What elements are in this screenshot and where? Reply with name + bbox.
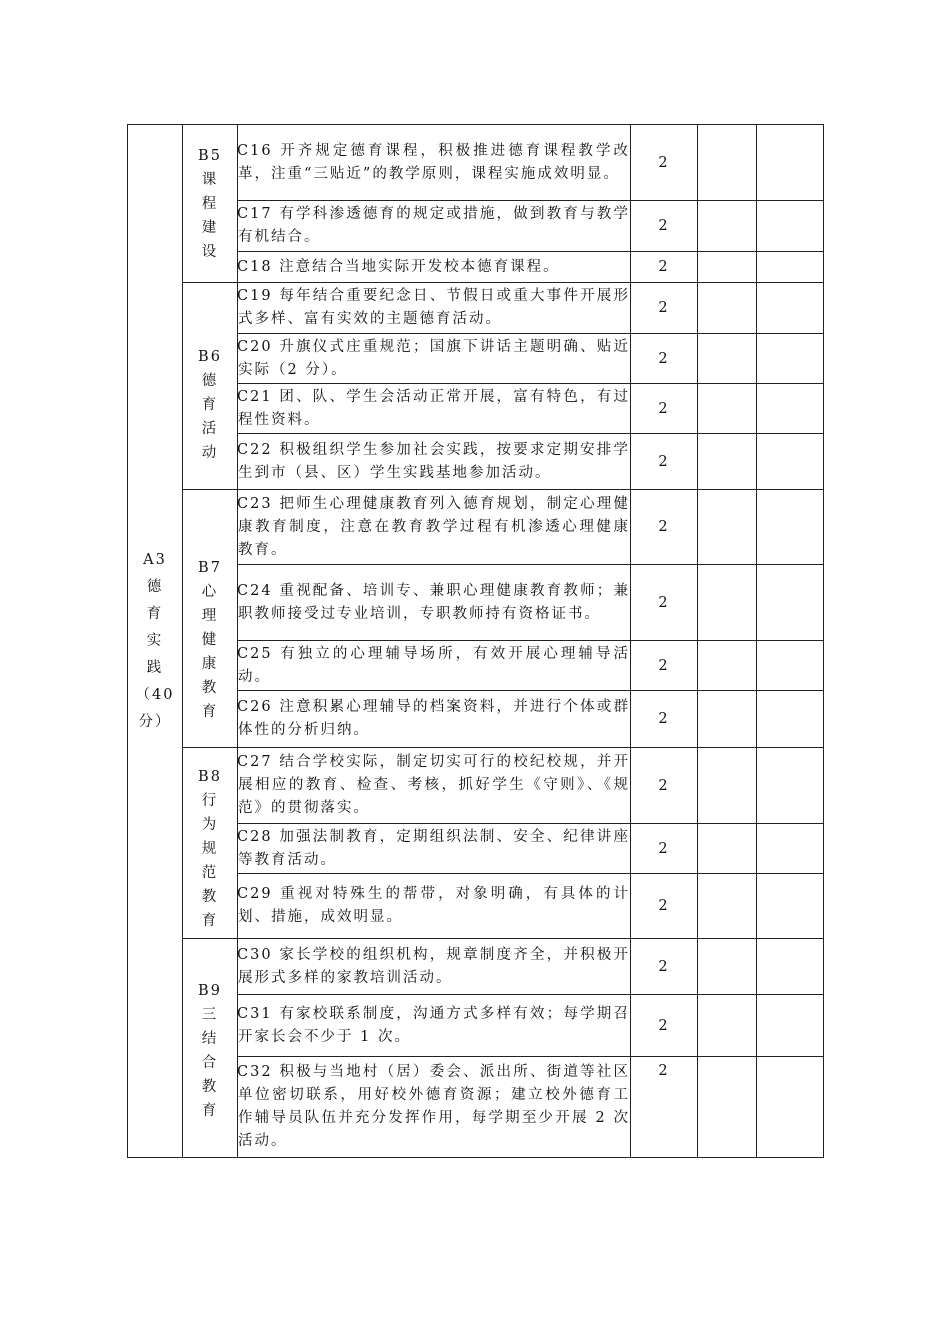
blank-cell <box>757 748 824 824</box>
category-points: （40 <box>135 686 175 703</box>
criterion-text: C16 开齐规定德育课程，积极推进德育课程教学改革，注重“三贴近”的教学原则，课程实施成效明显。 <box>237 142 630 182</box>
score-cell: 2 <box>631 283 698 334</box>
criterion-text: C27 结合学校实际，制定切实可行的校纪校规，并开展相应的教育、检查、考核，抓好学生《守则》、《规范》的贯彻落实。 <box>237 754 630 816</box>
blank-cell <box>698 995 757 1057</box>
criterion-text: C18 注意结合当地实际开发校本德育课程。 <box>237 258 560 275</box>
blank-cell <box>698 641 757 691</box>
score-cell: 2 <box>631 1057 698 1158</box>
criterion-cell <box>238 490 631 565</box>
table-row <box>128 939 824 995</box>
section-char: 教 <box>201 679 219 696</box>
section-b8-cell <box>183 748 238 939</box>
criterion-text: C24 重视配备、培训专、兼职心理健康教育教师；兼职教师接受过专业培训，专职教师持有资格证书。 <box>237 582 630 622</box>
criterion-cell <box>238 283 631 334</box>
blank-cell <box>698 1057 757 1158</box>
criterion-text: C31 有家校联系制度，沟通方式多样有效；每学期召开家长会不少于 1 次。 <box>237 1005 630 1045</box>
category-char: 践 <box>146 659 164 676</box>
criterion-cell <box>238 565 631 641</box>
criterion-text: C20 升旗仪式庄重规范；国旗下讲话主题明确、贴近实际（2 分）。 <box>237 338 630 378</box>
blank-cell <box>757 490 824 565</box>
score-cell: 2 <box>631 201 698 252</box>
criterion-text: C21 团、队、学生会活动正常开展，富有特色，有过程性资料。 <box>237 388 630 428</box>
blank-cell <box>757 283 824 334</box>
criterion-cell <box>238 641 631 691</box>
category-char: 德 <box>146 578 164 595</box>
blank-cell <box>698 252 757 283</box>
criterion-text: C28 加强法制教育，定期组织法制、安全、纪律讲座等教育活动。 <box>237 828 630 868</box>
criterion-text: C19 每年结合重要纪念日、节假日或重大事件开展形式多样、富有实效的主题德育活动。 <box>237 288 630 327</box>
score-cell: 2 <box>631 939 698 995</box>
blank-cell <box>698 565 757 641</box>
section-b5-cell <box>183 125 238 283</box>
score-cell: 2 <box>631 565 698 641</box>
blank-cell <box>757 565 824 641</box>
blank-cell <box>757 874 824 939</box>
blank-cell <box>698 691 757 748</box>
criterion-cell <box>238 995 631 1057</box>
section-code: B8 <box>198 769 222 785</box>
criterion-cell <box>238 824 631 874</box>
table-row <box>128 490 824 565</box>
section-code: B7 <box>198 559 222 576</box>
section-char: 康 <box>201 655 219 672</box>
section-char: 动 <box>201 445 219 461</box>
section-char: 活 <box>201 421 219 437</box>
section-char: 为 <box>201 817 219 833</box>
blank-cell <box>698 490 757 565</box>
criterion-cell <box>238 252 631 283</box>
criterion-cell <box>238 201 631 252</box>
criterion-cell <box>238 125 631 201</box>
blank-cell <box>698 201 757 252</box>
section-char: 结 <box>201 1031 219 1047</box>
section-char: 行 <box>201 793 219 809</box>
criterion-text: C23 把师生心理健康教育列入德育规划，制定心理健康教育制度，注意在教育教学过程有机渗透心理健康教育。 <box>237 495 630 558</box>
section-b6-cell <box>183 283 238 490</box>
section-b7-cell <box>183 490 238 748</box>
section-code: B9 <box>198 983 222 999</box>
section-char: 育 <box>201 397 219 413</box>
blank-cell <box>698 434 757 490</box>
blank-cell <box>757 252 824 283</box>
section-char: 育 <box>201 913 219 929</box>
blank-cell <box>757 434 824 490</box>
blank-cell <box>698 334 757 384</box>
table-row <box>128 125 824 201</box>
blank-cell <box>698 283 757 334</box>
criterion-cell <box>238 874 631 939</box>
blank-cell <box>698 125 757 201</box>
score-cell: 2 <box>631 824 698 874</box>
section-char: 规 <box>201 841 219 857</box>
evaluation-table <box>127 124 824 1158</box>
score-cell: 2 <box>631 125 698 201</box>
criterion-cell <box>238 939 631 995</box>
criterion-cell <box>238 1057 631 1158</box>
blank-cell <box>757 691 824 748</box>
section-char: 理 <box>201 607 219 624</box>
section-char: 程 <box>201 195 219 212</box>
criterion-text: C26 注意积累心理辅导的档案资料，并进行个体或群体性的分析归纳。 <box>237 699 630 738</box>
section-char: 健 <box>201 631 219 648</box>
category-points-unit: 分） <box>138 713 172 730</box>
section-char: 心 <box>201 583 219 600</box>
blank-cell <box>698 824 757 874</box>
score-cell: 2 <box>631 748 698 824</box>
score-cell: 2 <box>631 995 698 1057</box>
section-char: 教 <box>201 1079 219 1095</box>
table-row <box>128 748 824 824</box>
section-char: 设 <box>201 243 219 260</box>
criterion-text: C32 积极与当地村（居）委会、派出所、街道等社区单位密切联系，用好校外德育资源；建立校外德育工作辅导员队伍并充分发挥作用，每学期至少开展 2 次活动。 <box>237 1064 630 1149</box>
criterion-text: C25 有独立的心理辅导场所，有效开展心理辅导活动。 <box>237 645 630 685</box>
blank-cell <box>698 874 757 939</box>
section-char: 建 <box>201 219 219 236</box>
criterion-text: C17 有学科渗透德育的规定或措施，做到教育与教学有机结合。 <box>237 206 630 245</box>
blank-cell <box>757 334 824 384</box>
criterion-cell <box>238 334 631 384</box>
blank-cell <box>757 824 824 874</box>
blank-cell <box>757 995 824 1057</box>
blank-cell <box>698 748 757 824</box>
section-char: 三 <box>201 1007 219 1023</box>
section-char: 德 <box>201 373 219 389</box>
blank-cell <box>757 1057 824 1158</box>
blank-cell <box>698 384 757 434</box>
criterion-text: C30 家长学校的组织机构，规章制度齐全，并积极开展形式多样的家教培训活动。 <box>237 946 630 986</box>
score-cell: 2 <box>631 434 698 490</box>
score-cell: 2 <box>631 334 698 384</box>
score-cell: 2 <box>631 641 698 691</box>
section-code: B6 <box>198 349 222 365</box>
score-cell: 2 <box>631 252 698 283</box>
section-char: 范 <box>201 865 219 881</box>
table-row <box>128 283 824 334</box>
category-code: A3 <box>143 551 167 568</box>
section-char: 育 <box>201 1103 219 1119</box>
criterion-cell <box>238 691 631 748</box>
blank-cell <box>757 201 824 252</box>
section-char: 课 <box>201 171 219 188</box>
section-char: 合 <box>201 1055 219 1071</box>
blank-cell <box>757 939 824 995</box>
section-char: 教 <box>201 889 219 905</box>
category-a3-cell <box>128 125 183 1158</box>
criterion-cell <box>238 384 631 434</box>
score-cell: 2 <box>631 490 698 565</box>
criterion-cell <box>238 748 631 824</box>
section-char: 育 <box>201 703 219 720</box>
blank-cell <box>757 125 824 201</box>
score-cell: 2 <box>631 874 698 939</box>
section-b9-cell <box>183 939 238 1158</box>
section-code: B5 <box>198 147 222 164</box>
criterion-cell <box>238 434 631 490</box>
criterion-text: C22 积极组织学生参加社会实践，按要求定期安排学生到市（县、区）学生实践基地参加活动。 <box>237 441 630 481</box>
score-cell: 2 <box>631 691 698 748</box>
blank-cell <box>757 641 824 691</box>
category-char: 育 <box>146 605 164 622</box>
category-char: 实 <box>146 632 164 649</box>
criterion-text: C29 重视对特殊生的帮带，对象明确，有具体的计划、措施，成效明显。 <box>237 886 630 925</box>
score-cell: 2 <box>631 384 698 434</box>
blank-cell <box>698 939 757 995</box>
blank-cell <box>757 384 824 434</box>
